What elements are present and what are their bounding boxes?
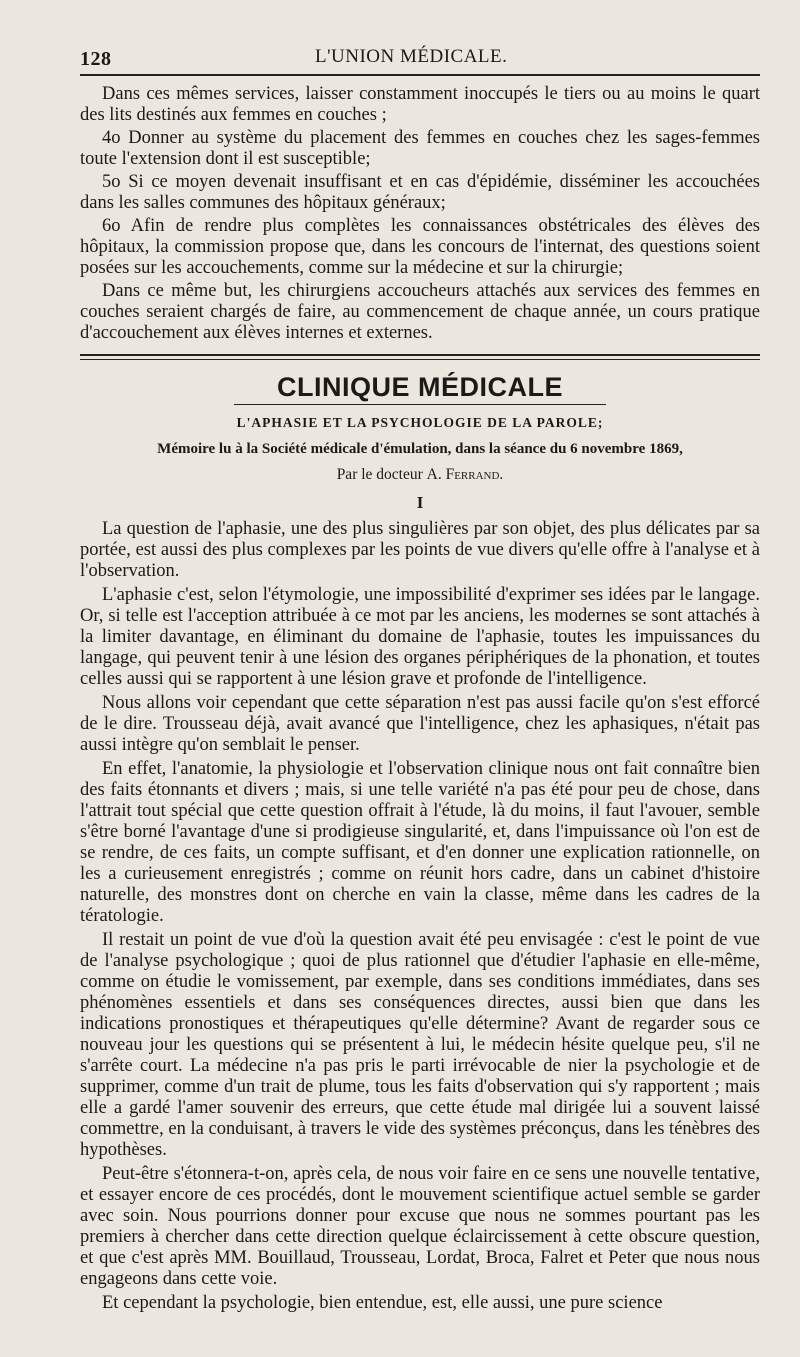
journal-title: L'UNION MÉDICALE. [315, 46, 508, 67]
paragraph: En effet, l'anatomie, la physiologie et l'observation clinique nous ont fait connaître bien des faits étonnants et divers ; mais, si une telle variété n'a pas été pour peu de chose, dans l'attrait tout spécial que cette question offrait à l'étude, là du moins, il faut l'avouer, semble s'être borné l'avantage d'une si prodigieuse singularité, et, dans l'impuissance où l'on est de se rendre, de ces faits, un compte suffisant, et d'en donner une explication rationnelle, on les a curieusement enregistrés ; comme on réunit hors cadre, dans un cabinet d'histoire naturelle, des monstres dont on cherche en vain la classe, même dans les cadres de la tératologie. [80, 759, 760, 926]
article-body [80, 519, 760, 1314]
paragraph: 4o Donner au système du placement des femmes en couches chez les sages-femmes toute l'extension dont il est susceptible; [80, 128, 760, 169]
section-divider [80, 354, 760, 360]
paragraph: Dans ce même but, les chirurgiens accoucheurs attachés aux services des femmes en couches seraient chargés de faire, au commencement de chaque année, un cours pratique d'accouchement aux élèves internes et externes. [80, 281, 760, 343]
author-prefix: Par le docteur [336, 466, 423, 483]
author-line [80, 465, 760, 485]
author-name: A. Ferrand. [426, 466, 504, 483]
page-number: 128 [80, 48, 112, 70]
paragraph: Peut-être s'étonnera-t-on, après cela, de nous voir faire en ce sens une nouvelle tentative, et essayer encore de ces procédés, dont le mouvement scientifique actuel semble se garder avec soin. Nous pourrions donner pour excuse que nous ne sommes pourtant pas les premiers à chercher dans cette direction quelque éclaircissement à cette obscure question, et que c'est après MM. Bouillaud, Trousseau, Lordat, Broca, Falret et Peter que nous nous engageons dans cette voie. [80, 1164, 760, 1289]
paragraph: La question de l'aphasie, une des plus singulières par son objet, des plus délicates par sa portée, est aussi des plus complexes par les points de vue divers qu'elle offre à l'analyse et à l'observation. [80, 519, 760, 581]
paragraph: 5o Si ce moyen devenait insuffisant et en cas d'épidémie, disséminer les accouchées dans les salles communes des hôpitaux généraux; [80, 172, 760, 213]
header-rule [80, 74, 760, 76]
running-head [80, 44, 760, 74]
section-number: I [416, 493, 424, 512]
paragraph: 6o Afin de rendre plus complètes les connaissances obstétricales des élèves des hôpitaux, la commission propose que, dans les concours de l'internat, des questions soient posées sur les accouchements, comme sur la médecine et sur la chirurgie; [80, 216, 760, 278]
memoir-note: Mémoire lu à la Société médicale d'émulation, dans la séance du 6 novembre 1869, [157, 441, 683, 457]
section-title: CLINIQUE MÉDICALE [276, 372, 563, 402]
article-title: L'APHASIE ET LA PSYCHOLOGIE DE LA PAROLE; [236, 415, 604, 430]
commission-recommendations [80, 84, 760, 344]
paragraph: Il restait un point de vue d'où la question avait été peu envisagée : c'est le point de vue de l'analyse psychologique ; quoi de plus rationnel que d'étudier l'aphasie en elle-même, comme on étudie le vomissement, par exemple, dans ses conditions immédiates, dans ses phénomènes essentiels et dans ses conséquences directes, aussi bien que dans les indications pronostiques et thérapeutiques qu'elle détermine? Avant de regarder sous ce nouveau jour les questions qui se présentent à lui, le médecin hésite quelque peu, s'il ne s'arrête court. La médecine n'a pas pris le parti irrévocable de nier la psychologie et de supprimer, comme d'un trait de plume, tous les faits d'observation qui s'y rapportent ; mais elle a gardé l'amer souvenir des erreurs, que cette étude mal dirigée lui a souvent laissé commettre, en la conduisant, à travers le vide des systèmes préconçus, dans les ténèbres des hypothèses. [80, 930, 760, 1160]
paragraph: Nous allons voir cependant que cette séparation n'est pas aussi facile qu'on s'est efforcé de le dire. Trousseau déjà, avait avancé que l'intelligence, chez les aphasiques, n'était pas aussi intègre qu'on semblait le penser. [80, 693, 760, 755]
paragraph: Dans ces mêmes services, laisser constamment inoccupés le tiers ou au moins le quart des lits destinés aux femmes en couches ; [80, 84, 760, 125]
paragraph: L'aphasie c'est, selon l'étymologie, une impossibilité d'exprimer ses idées par le langage. Or, si telle est l'acception attribuée à ce mot par les anciens, les modernes se sont attachés à la limiter davantage, en éliminant du domaine de l'aphasie, toutes les impuissances du langage, qui peuvent tenir à une lésion des organes périphériques de la phonation, et toutes celles aussi qui se rapportent à une lésion grave et profonde de l'intelligence. [80, 585, 760, 689]
title-underline [234, 404, 606, 405]
paragraph: Et cependant la psychologie, bien entendue, est, elle aussi, une pure science [102, 1293, 663, 1313]
